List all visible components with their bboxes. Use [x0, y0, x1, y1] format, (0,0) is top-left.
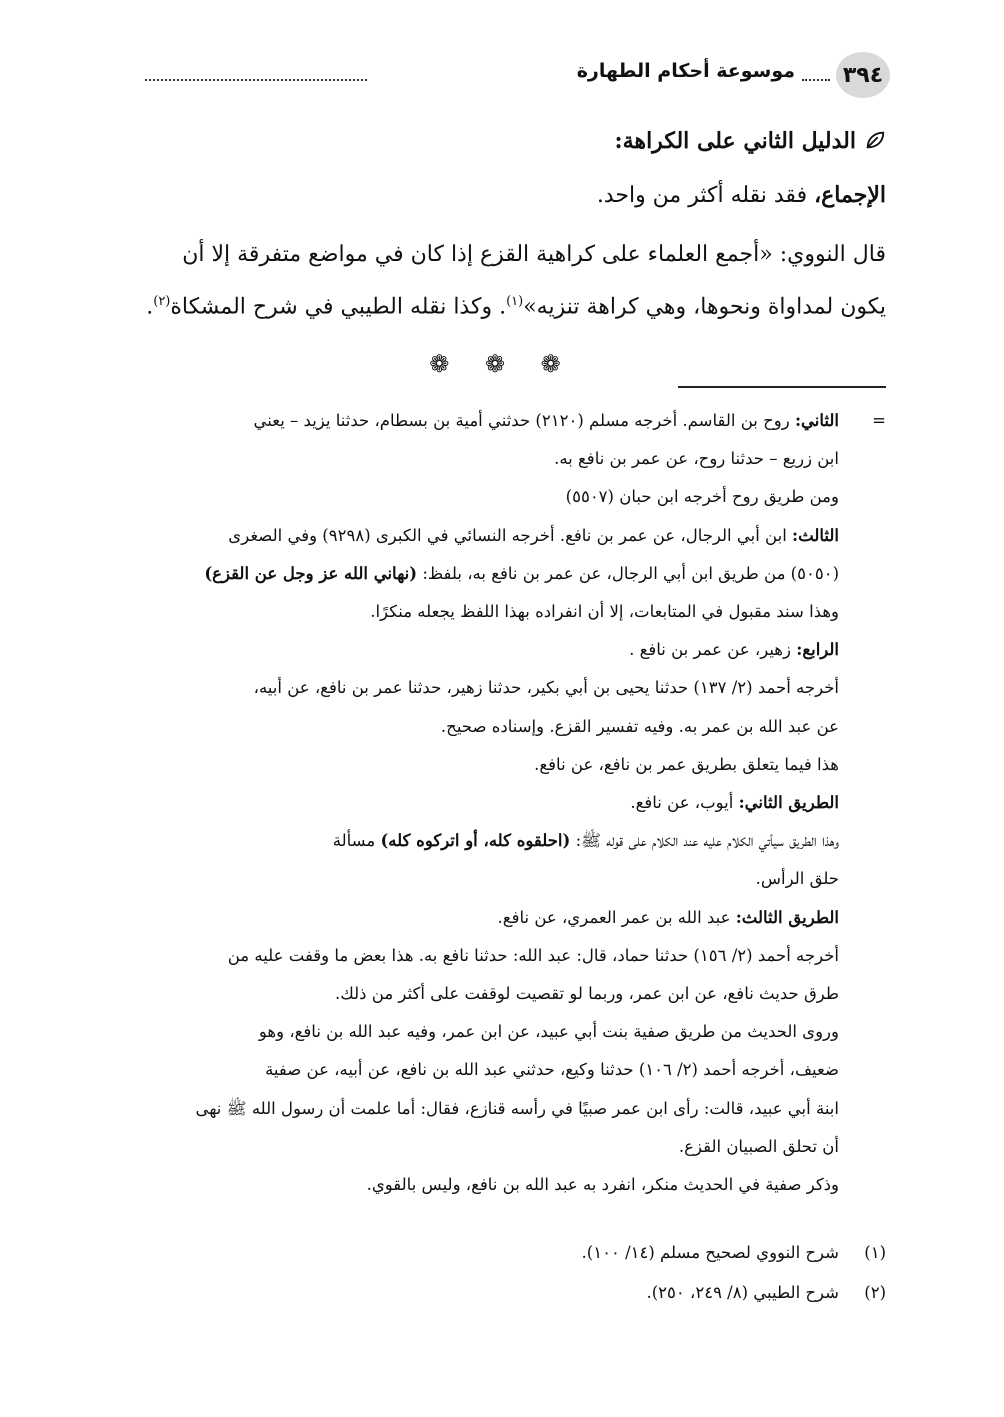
- note-line-text: طرق حديث نافع، عن ابن عمر، وربما لو تقصيت لوقفت على أكثر من ذلك.: [334, 984, 839, 1003]
- note-line-text: ضعيف، أخرجه أحمد (٢/ ١٠٦) حدثنا وكيع، حدثني عبد الله بن نافع، عن أبيه، عن صفية: [265, 1060, 839, 1080]
- note-line-bold-label: الطريق الثاني:: [738, 793, 839, 812]
- note-line-text: أخرجه أحمد (٢/ ١٣٧) حدثنا يحيى بن أبي بكير، حدثنا زهير، حدثنا عمر بن نافع، عن أبيه،: [253, 678, 839, 698]
- note-line: [566, 487, 839, 506]
- note-line-bold-label: الرابع:: [796, 640, 839, 660]
- note-line: [441, 717, 839, 736]
- footnote-2-text: شرح الطيبي (٨/ ٢٤٩، ٢٥٠).: [646, 1283, 839, 1302]
- note-line-bold-quote: (احلقوه كله، أو اتركوه كله): [380, 831, 571, 851]
- nawawi-line2-b: . وكذا نقله الطيبي في شرح المشكاة: [170, 294, 507, 320]
- heading-text: الدليل الثاني على الكراهة:: [614, 128, 856, 154]
- ijma-bold: الإجماع،: [814, 182, 886, 208]
- note-line: [630, 793, 839, 812]
- note-line: [254, 678, 839, 697]
- note-line: [679, 1137, 839, 1156]
- nawawi-line2-c: .: [146, 294, 154, 320]
- note-line-text: حلق الرأس.: [755, 869, 839, 889]
- note-line-bold-label: الثاني:: [794, 411, 839, 430]
- ijma-text: فقد نقله أكثر من واحد.: [596, 183, 815, 208]
- note-line-text: هذا فيما يتعلق بطريق عمر بن نافع، عن نافع.: [534, 754, 839, 774]
- note-line-text: ابن أبي الرجال، عن عمر بن نافع. أخرجه النسائي في الكبرى (٩٢٩٨) وفي الصغرى: [228, 525, 793, 545]
- footnote-1-text: شرح النووي لصحيح مسلم (١٤/ ١٠٠).: [581, 1243, 839, 1262]
- paragraph-nawawi-line1: [144, 242, 886, 267]
- note-line: [333, 831, 839, 855]
- note-line: [259, 1022, 839, 1041]
- note-line: [254, 411, 839, 430]
- note-line-text: ابن زريع – حدثنا روح، عن عمر بن نافع به.: [554, 449, 839, 469]
- note-line-text-end: مسألة: [332, 831, 381, 851]
- note-line-text: روح بن القاسم. أخرجه مسلم (٢١٢٠) حدثني أمية بن بسطام، حدثنا يزيد – يعني: [253, 411, 795, 430]
- nawawi-line1-text: قال النووي: «أجمع العلماء على كراهية القزع إذا كان في مواضع متفرقة إلا أن: [182, 242, 886, 267]
- note-line-text: ومن طريق روح أخرجه ابن حبان (٥٥٠٧): [565, 487, 839, 507]
- footnote-1: [144, 1243, 886, 1262]
- note-line: [629, 640, 839, 659]
- paragraph-ijma: [144, 182, 886, 208]
- note-line-text: عبد الله بن عمر العمري، عن نافع.: [497, 907, 736, 927]
- note-line: [534, 755, 839, 774]
- note-line: [370, 602, 839, 621]
- header-dotted-rule-right: [802, 79, 830, 81]
- note-line-text: وروى الحديث من طريق صفية بنت أبي عبيد، عن ابن عمر، وفيه عبد الله بن نافع، وهو: [258, 1022, 839, 1042]
- note-line-text: وذكر صفية في الحديث منكر، انفرد به عبد الله بن نافع، وليس بالقوي.: [366, 1175, 839, 1194]
- note-line-text: ابنة أبي عبيد، قالت: رأى ابن عمر صبيًا في رأسه قنازع، فقال: أما علمت أن رسول الله ﷺ نهى: [195, 1098, 839, 1118]
- note-line-bold-label: الطريق الثالث:: [735, 907, 839, 927]
- nawawi-line2-a: يكون لمداواة ونحوها، وهي كراهة تنزيه»: [523, 294, 886, 320]
- note-line: [756, 869, 839, 888]
- note-line: [228, 946, 839, 965]
- note-line: [498, 908, 839, 927]
- note-line-bold-quote: (نهاني الله عز وجل عن القزع): [204, 563, 418, 583]
- note-line-text: عن عبد الله بن عمر به. وفيه تفسير القزع. وإسناده صحيح.: [440, 716, 839, 736]
- footnote-1-number: (١): [864, 1243, 886, 1262]
- note-line-text: وهذا سند مقبول في المتابعات، إلا أن انفراده بهذا اللفظ يجعله منكرًا.: [370, 602, 839, 621]
- note-line: [228, 526, 839, 545]
- note-line: [204, 564, 839, 583]
- section-heading: [144, 128, 886, 154]
- header-dotted-rule-left: [145, 79, 367, 81]
- footnote-2: [144, 1283, 886, 1302]
- running-header: [145, 52, 890, 98]
- footnote-continuation-mark: =: [872, 411, 886, 430]
- footnote-ref-2[interactable]: (٢): [153, 294, 171, 309]
- note-line: [265, 1060, 839, 1079]
- note-line-text: أن تحلق الصبيان القزع.: [678, 1136, 839, 1156]
- section-ornament: ❁ ❁ ❁: [429, 350, 575, 378]
- paragraph-nawawi-line2: [144, 294, 886, 319]
- note-line-text: أخرجه أحمد (٢/ ١٥٦) حدثنا حماد، قال: عبد الله: حدثنا نافع به. هذا بعض ما وقفت عليه من: [227, 945, 839, 965]
- note-line: [335, 984, 839, 1003]
- note-line-text: وهذا الطريق سيأتي الكلام عليه عند الكلام على قوله ﷺ:: [570, 831, 839, 851]
- note-line: [554, 449, 839, 468]
- note-line-text: (٥٠٥٠) من طريق ابن أبي الرجال، عن عمر بن نافع به، بلفظ:: [417, 563, 839, 583]
- leaf-bullet-icon: [864, 129, 886, 151]
- footnote-ref-1[interactable]: (١): [506, 294, 524, 309]
- footnote-separator: [678, 386, 886, 388]
- header-title: موسوعة أحكام الطهارة: [576, 60, 795, 82]
- footnote-2-number: (٢): [864, 1283, 886, 1302]
- note-line: [367, 1175, 839, 1194]
- note-line-text: زهير، عن عمر بن نافع .: [629, 640, 797, 660]
- note-line: [195, 1099, 839, 1123]
- note-line-bold-label: الثالث:: [792, 525, 839, 545]
- note-line-text: أيوب، عن نافع.: [630, 793, 739, 812]
- page-number-badge: ٣٩٤: [836, 52, 890, 98]
